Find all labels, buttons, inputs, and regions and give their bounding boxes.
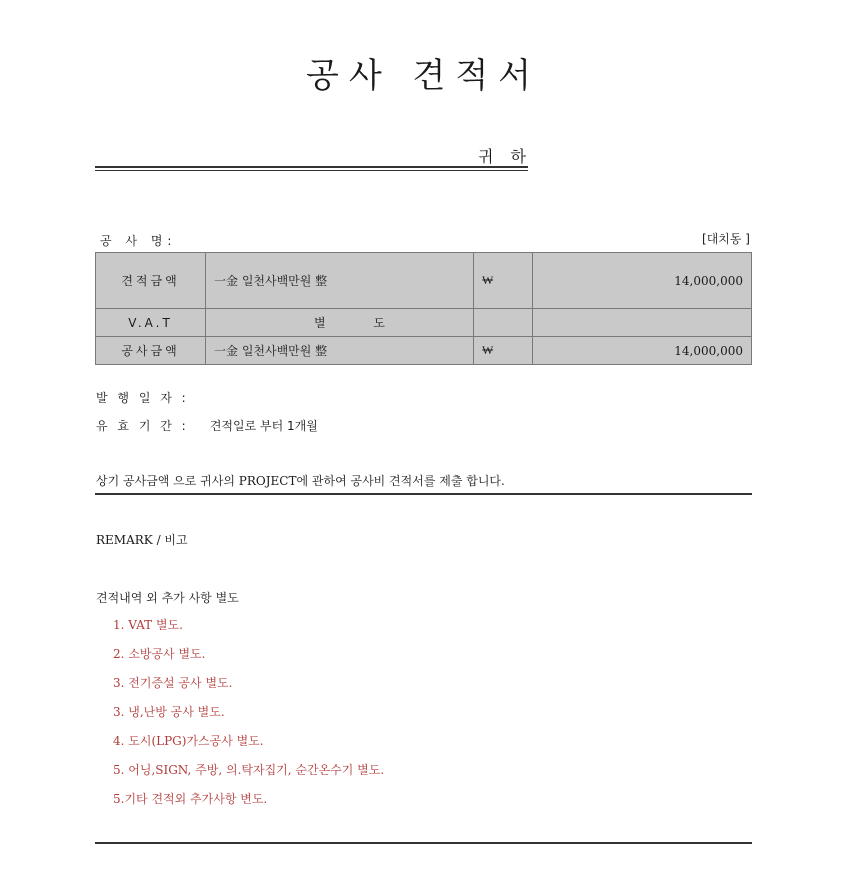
document-title: 공사 견적서 <box>305 56 542 96</box>
construction-currency: ₩ <box>474 337 533 365</box>
list-item: 1. VAT 별도. <box>113 618 183 632</box>
remark-title: REMARK / 비고 <box>96 533 188 547</box>
recipient-label: 귀 하 <box>478 147 532 166</box>
estimate-text: 一金 일천사백만원 整 <box>206 253 474 309</box>
extras-list <box>113 611 384 814</box>
estimate-label: 견적금액 <box>96 253 206 309</box>
construction-row <box>96 337 752 365</box>
validity-row <box>96 417 318 434</box>
statement-divider <box>95 493 752 495</box>
list-item: 5. 어닝,SIGN, 주방, 의.탁자집기, 순간온수기 별도. <box>113 763 385 777</box>
list-item: 3. 냉,난방 공사 별도. <box>113 705 225 719</box>
extras-title: 견적내역 외 추가 사항 별도 <box>96 591 239 605</box>
estimate-row <box>96 253 752 309</box>
construction-value: 14,000,000 <box>533 337 752 365</box>
construction-label: 공사금액 <box>96 337 206 365</box>
project-name-label: 공 사 명: <box>100 234 177 248</box>
list-item: 3. 전기증설 공사 별도. <box>113 676 233 690</box>
vat-value-cell <box>533 309 752 337</box>
vat-label: V.A.T <box>96 309 206 337</box>
issue-date-label: 발 행 일 자 : <box>96 391 189 405</box>
list-item: 2. 소방공사 별도. <box>113 647 206 661</box>
recipient-underline <box>95 166 528 171</box>
submission-statement: 상기 공사금액 으로 귀사의 PROJECT에 관하여 공사비 견적서를 제출 합니다. <box>96 474 505 488</box>
bottom-divider <box>95 842 752 844</box>
project-location-tag: [대치동 ] <box>702 232 750 246</box>
list-item: 5.기타 견적외 추가사항 변도. <box>113 792 268 806</box>
estimate-currency: ₩ <box>474 253 533 309</box>
amount-table <box>95 252 752 365</box>
estimate-value: 14,000,000 <box>533 253 752 309</box>
list-item: 4. 도시(LPG)가스공사 별도. <box>113 734 264 748</box>
issue-date-row <box>96 389 206 406</box>
vat-currency-cell <box>474 309 533 337</box>
validity-value: 견적일로 부터 1개월 <box>209 419 318 433</box>
validity-label: 유 효 기 간 : <box>96 419 189 433</box>
vat-text: 별 도 <box>314 316 407 330</box>
construction-text: 一金 일천사백만원 整 <box>206 337 474 365</box>
vat-row <box>96 309 752 337</box>
